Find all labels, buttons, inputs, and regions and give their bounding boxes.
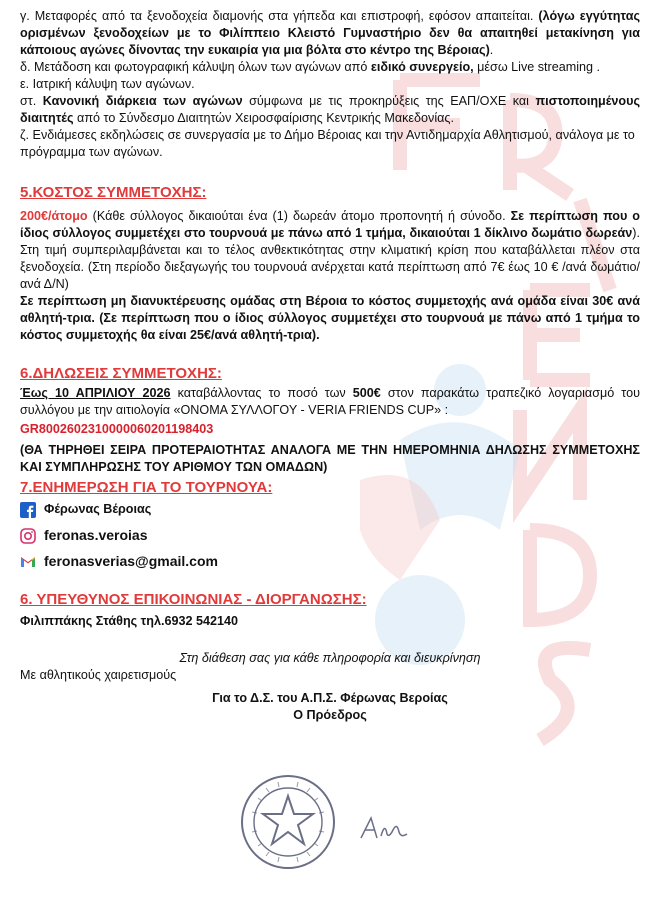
registration-heading: 6.ΔΗΛΩΣΕΙΣ ΣΥΜΜΕΤΟΧΗΣ: bbox=[20, 365, 222, 382]
email-row[interactable]: feronasverias@gmail.com bbox=[20, 553, 640, 570]
facebook-row[interactable]: Φέρωνας Βέροιας bbox=[20, 501, 640, 518]
availability-line: Στη διάθεση σας για κάθε πληροφορία και διευκρίνηση bbox=[179, 651, 481, 665]
cost-heading: 5.ΚΟΣΤΟΣ ΣΥΜΜΕΤΟΧΗΣ: bbox=[20, 184, 207, 201]
instagram-icon bbox=[20, 528, 36, 544]
gmail-icon bbox=[20, 554, 36, 570]
service-g: γ. Μεταφορές από τα ξενοδοχεία διαμονής στα γήπεδα και επιστροφή, εφόσον απαιτείται. (λόγω εγγύτητας ορισμένων ξενοδοχείων με το Φιλίππειο Κλειστό Γυμναστήριο δεν θα απαιτηθεί μετακίνηση για κάποιους αγώνες δίνοντας την ευκαιρία για μια βόλτα στο κέντρο της Βέροιας). bbox=[20, 9, 640, 57]
service-st: στ. Κανονική διάρκεια των αγώνων σύμφωνα με τις προκηρύξεις της ΕΑΠ/ΟΧΕ και πιστοποιημένους διαιτητές από το Σύνδεσμο Διαιτητών Χειροσφαίρισης Κεντρικής Μακεδονίας. bbox=[20, 94, 640, 125]
president-line: Ο Πρόεδρος bbox=[293, 708, 367, 722]
contact-person: Φιλιππάκης Στάθης τηλ.6932 542140 bbox=[20, 614, 239, 628]
service-e: ε. Ιατρική κάλυψη των αγώνων. bbox=[20, 77, 195, 91]
contact-heading: 6. ΥΠΕΥΘΥΝΟΣ ΕΠΙΚΟΙΝΩΝΙΑΣ - ΔΙΟΡΓΑΝΩΣΗΣ: bbox=[20, 591, 367, 608]
info-heading: 7.ΕΝΗΜΕΡΩΣΗ ΓΙΑ ΤΟ ΤΟΥΡΝΟΥΑ: bbox=[20, 479, 273, 496]
signature bbox=[355, 808, 415, 848]
cost-paragraph: 200€/άτομο (Κάθε σύλλογος δικαιούται ένα (1) δωρεάν άτομο προπονητή ή σύνοδο. Σε περίπτωση που ο ίδιος σύλλογος συμμετέχει στο τουρνουά με πάνω από 1 τμήμα, δικαιούται 1 δίκλινο δωμάτιο δωρεάν). Στη τιμή συμπεριλαμβάνεται και το τέλος ανθεκτικότητας στην κλιματική κρίση που καταβάλλεται πλέον στα ξενοδοχεία. (Στη περίοδο διεξαγωγής του τουρνουά ανέρχεται κατά περίπτωση από 7€ έως 10 € /ανά δωμάτιο/ανά Δ/Ν) bbox=[20, 209, 640, 291]
registration-paragraph: Έως 10 ΑΠΡΙΛΙΟΥ 2026 καταβάλλοντας το ποσό των 500€ στον παρακάτω τραπεζικό λογαριασμό του συλλόγου με την αιτιολογία «ΟΝΟΜΑ ΣΥΛΛΟΓΟΥ - VERIA FRIENDS CUP» : bbox=[20, 386, 640, 417]
iban: GR8002602310000060201198403 bbox=[20, 422, 214, 436]
club-stamp bbox=[238, 772, 338, 872]
service-z: ζ. Ενδιάμεσες εκδηλώσεις σε συνεργασία με το Δήμο Βέροιας και την Αντιδημαρχία Αθλητισμού, ανάλογα με το πρόγραμμα των αγώνων. bbox=[20, 128, 635, 159]
document-body bbox=[20, 8, 640, 724]
facebook-icon bbox=[20, 502, 36, 518]
board-line: Για το Δ.Σ. του Α.Π.Σ. Φέρωνας Βεροίας bbox=[212, 691, 448, 705]
priority-note: (ΘΑ ΤΗΡΗΘΕΙ ΣΕΙΡΑ ΠΡΟΤΕΡΑΙΟΤΗΤΑΣ ΑΝΑΛΟΓΑ ΜΕ ΤΗΝ ΗΜΕΡΟΜΗΝΙΑ ΔΗΛΩΣΗΣ ΣΥΜΜΕΤΟΧΗΣ ΚΑΙ ΣΥΜΠΛΗΡΩΣΗΣ ΤΟΥ ΑΡΙΘΜΟΥ ΤΩΝ ΟΜΑΔΩΝ) bbox=[20, 443, 640, 474]
instagram-row[interactable]: feronas.veroias bbox=[20, 527, 640, 544]
cost-no-overnight: Σε περίπτωση μη διανυκτέρευσης ομάδας στη Βέροια το κόστος συμμετοχής ανά ομάδα είναι 30€ ανά αθλητή-τρια. (Σε περίπτωση που ο ίδιος σύλλογος συμμετέχει στο τουρνουά με πάνω από 1 τμήμα το κόστος συμμετοχής θα είναι 25€/ανά αθλητή-τρια). bbox=[20, 294, 640, 342]
greeting: Με αθλητικούς χαιρετισμούς bbox=[20, 668, 177, 682]
service-d: δ. Μετάδοση και φωτογραφική κάλυψη όλων των αγώνων από ειδικό συνεργείο, μέσω Live streaming . bbox=[20, 60, 601, 74]
